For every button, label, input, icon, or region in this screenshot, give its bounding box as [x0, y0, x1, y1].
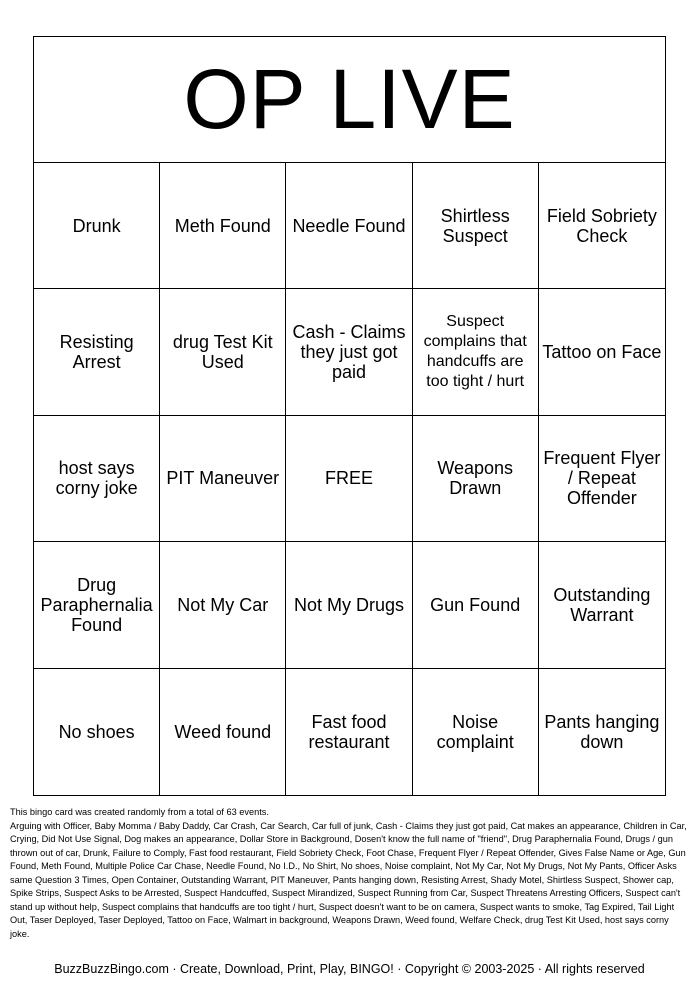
- bingo-card: [33, 36, 666, 796]
- bingo-cell: Noise complaint: [413, 669, 539, 795]
- bingo-cell: Not My Car: [160, 542, 286, 668]
- bingo-cell: Drug Paraphernalia Found: [34, 542, 160, 668]
- bingo-cell: Frequent Flyer / Repeat Offender: [539, 416, 665, 542]
- bingo-cell: drug Test Kit Used: [160, 289, 286, 415]
- copyright-footer: BuzzBuzzBingo.com · Create, Download, Print, Play, BINGO! · Copyright © 2003-2025 · All rights reserved: [54, 962, 645, 976]
- bingo-cell: Cash - Claims they just got paid: [286, 289, 412, 415]
- bingo-cell: Pants hanging down: [544, 711, 660, 752]
- bingo-cell: No shoes: [34, 669, 160, 795]
- bingo-cell: Tattoo on Face: [539, 289, 665, 415]
- event-list: Arguing with Officer, Baby Momma / Baby Daddy, Car Crash, Car Search, Car full of junk, Cash - Claims they just got paid, Cat makes an appearance, Children in Car, Crying, Did Not Use Signal, Dog makes an appearance, Dollar Store in Background, Dosen't know the full name of "friend", Drug Paraphernalia Found, Drugs / gun thrown out of car, Drunk, Failure to Comply, Fast food restaurant, Field Sobriety Check, Foot Chase, Frequent Flyer / Repeat Offender, Gives False Name or Age, Gun Found, Meth Found, Multiple Police Car Chase, Needle Found, No I.D., No Shirt, No shoes, Noise complaint, Not My Car, Not My Drugs, Not My Pants, Officer Asks same Question 3 Times, Open Container, Outstanding Warrant, PIT Maneuver, Pants hanging down, Resisting Arrest, Shady Motel, Shirtless Suspect, Shower cap, Spike Strips, Suspect Asks to be Arrested, Suspect Handcuffed, Suspect Mirandized, Suspect Running from Car, Suspect Threatens Arresting Officers, Suspect can't stand up without help, Suspect complains that handcuffs are too tight / hurt, Suspect doesn't want to be on camera, Suspect wants to smoke, Tag Expired, Tail Light Out, Taser Deployed, Taser Deployed, Tattoo on Face, Walmart in background, Weapons Drawn, Weed found, Welfare Check, drug Test Kit Used, host says corny joke.: [10, 820, 687, 939]
- bingo-cell: Not My Drugs: [286, 542, 412, 668]
- bingo-cell: Drunk: [34, 163, 160, 289]
- bingo-cell: Fast food restaurant: [286, 669, 412, 795]
- bingo-grid: [34, 163, 665, 795]
- bingo-cell: Resisting Arrest: [34, 289, 160, 415]
- free-space-cell: FREE: [286, 416, 412, 542]
- bingo-cell: Shirtless Suspect: [413, 163, 539, 289]
- bingo-cell: Suspect complains that handcuffs are too tight / hurt: [413, 289, 539, 415]
- bingo-cell: Meth Found: [160, 163, 286, 289]
- bingo-cell: Weapons Drawn: [413, 416, 539, 542]
- bingo-cell: Field Sobriety Check: [539, 163, 665, 289]
- event-summary: This bingo card was created randomly from a total of 63 events.: [10, 807, 269, 817]
- bingo-cell: PIT Maneuver: [160, 416, 286, 542]
- card-title: OP LIVE: [34, 37, 665, 163]
- bingo-cell: Needle Found: [286, 163, 412, 289]
- bingo-cell: host says corny joke: [34, 416, 160, 542]
- bingo-cell: Outstanding Warrant: [539, 542, 665, 668]
- bingo-cell: Gun Found: [413, 542, 539, 668]
- bingo-cell: Weed found: [160, 669, 286, 795]
- event-list-note: [10, 806, 690, 941]
